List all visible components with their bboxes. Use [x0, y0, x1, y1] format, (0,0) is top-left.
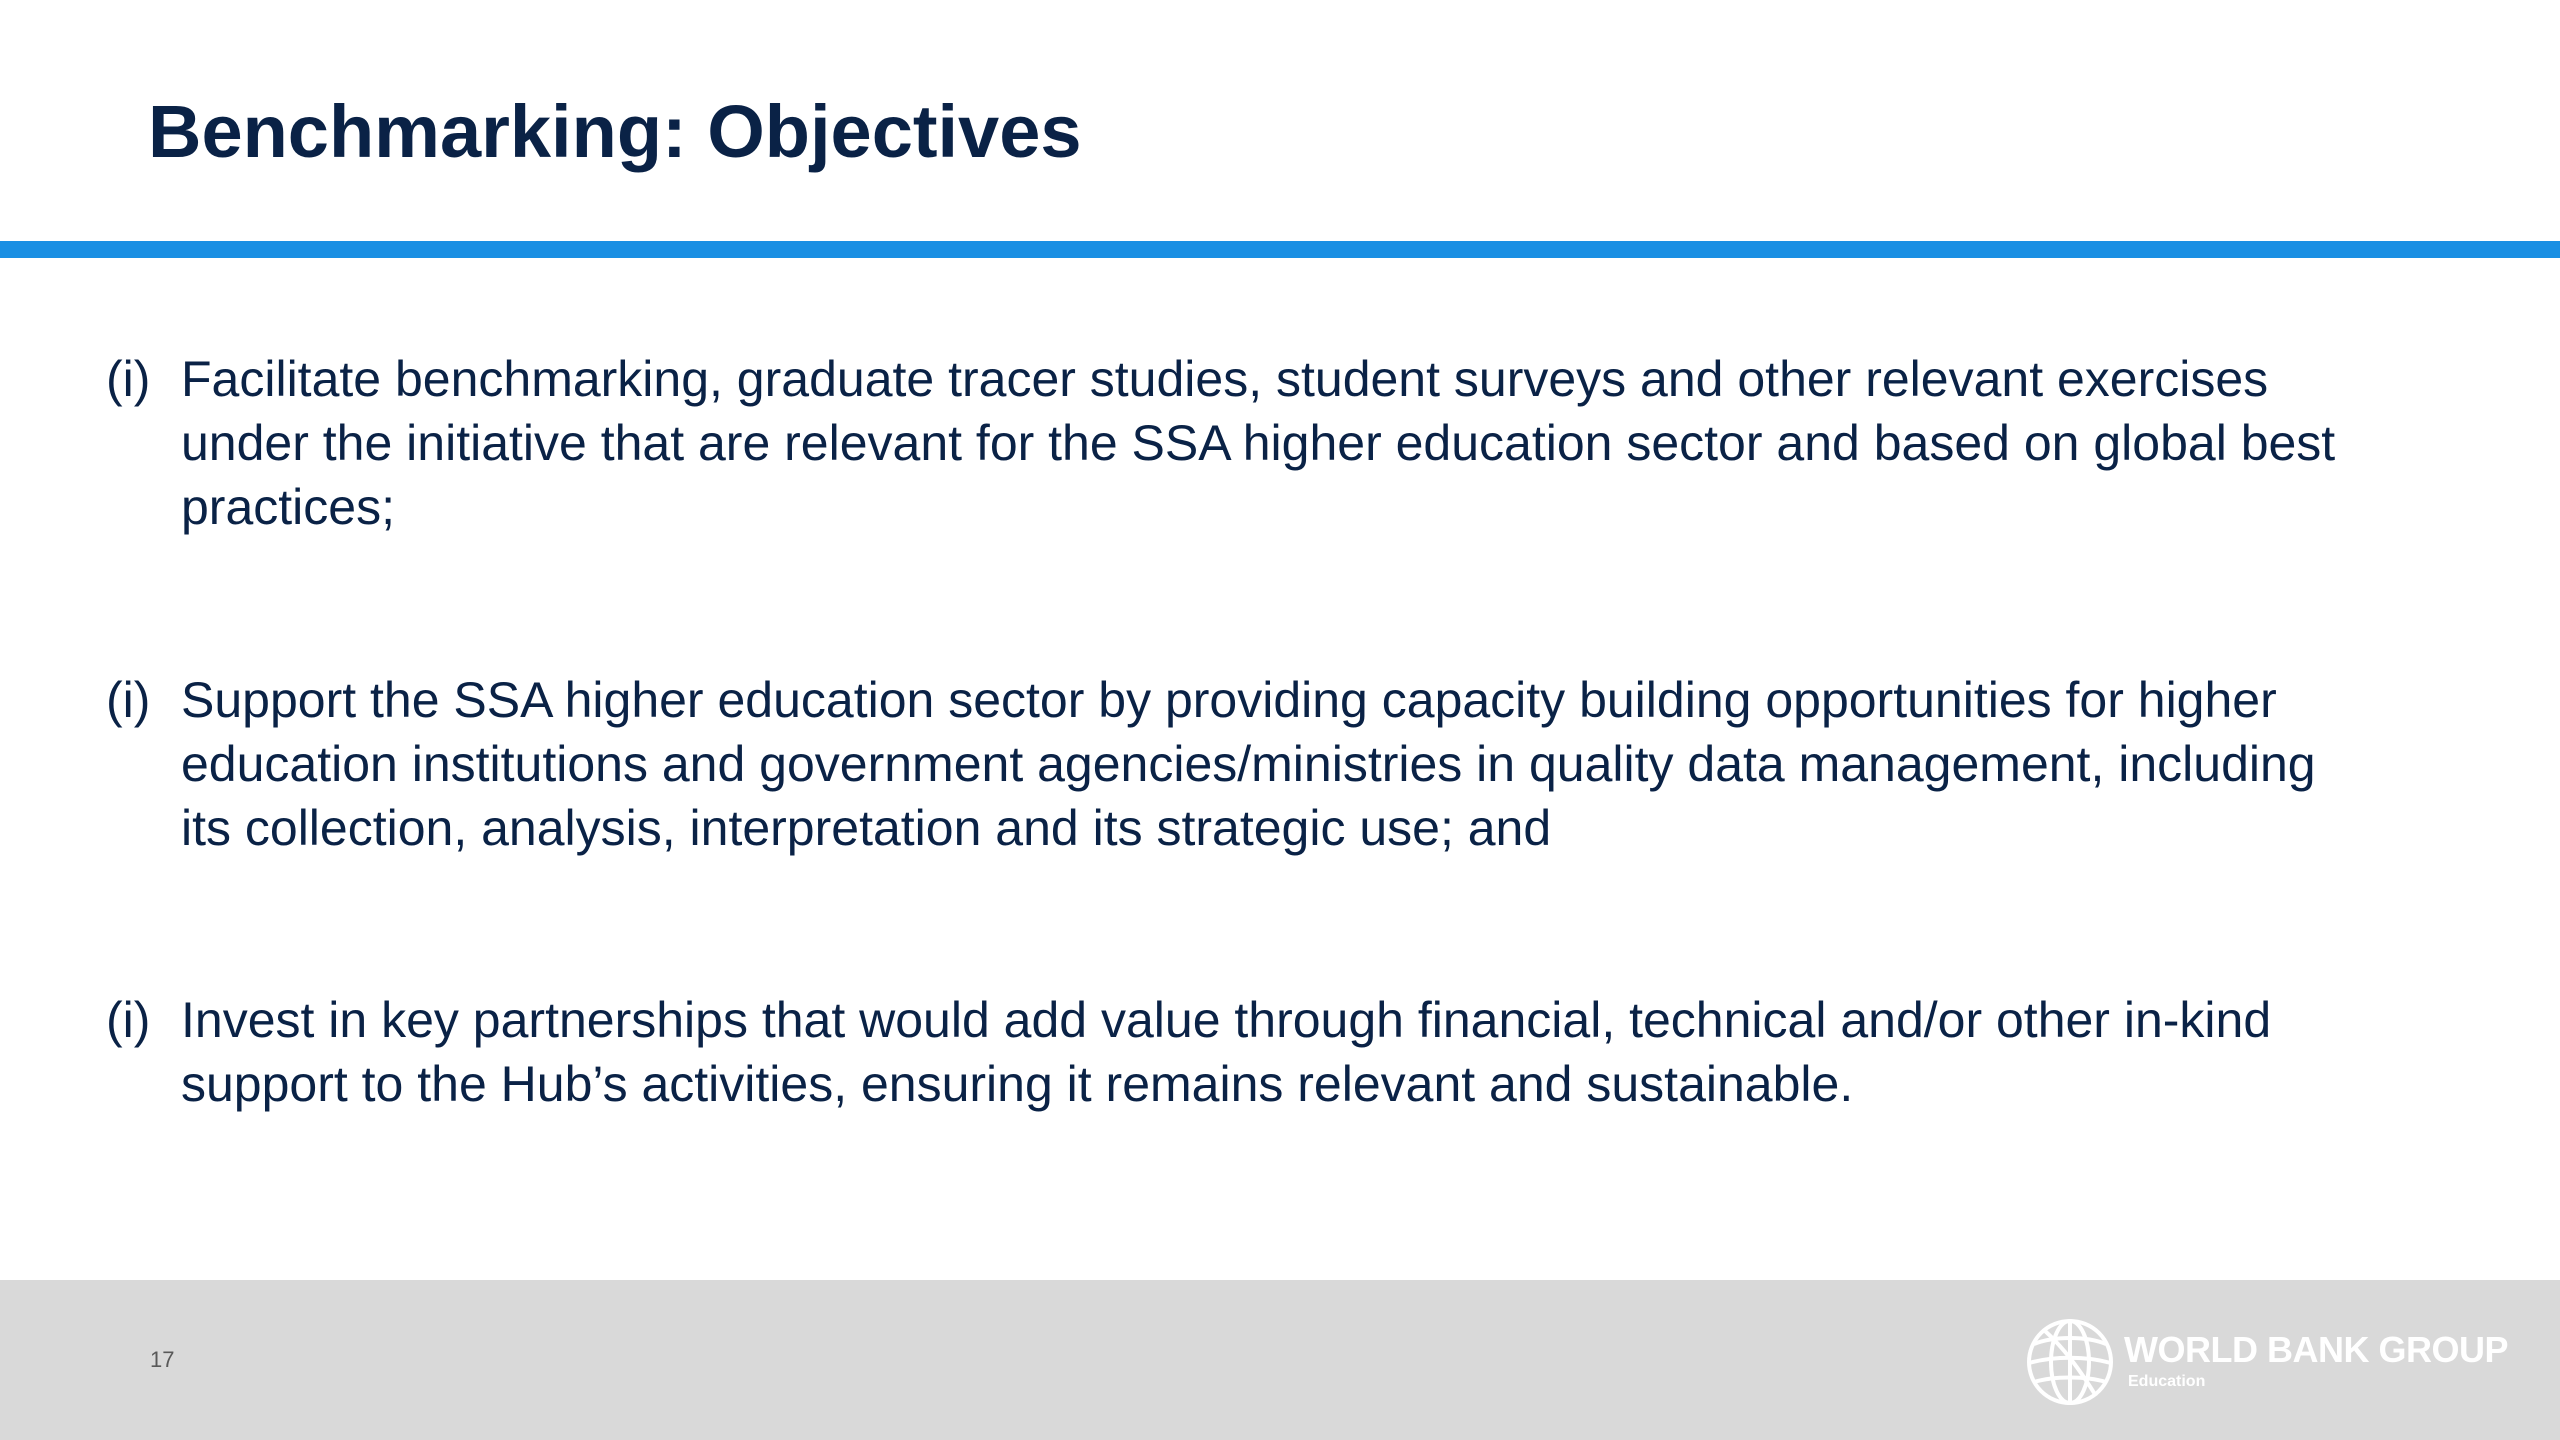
objective-item [106, 668, 2366, 860]
logo-wordmark: WORLD BANK GROUP [2124, 1329, 2508, 1370]
objective-marker: (i) [106, 672, 151, 728]
objective-marker: (i) [106, 351, 151, 407]
objective-marker: (i) [106, 992, 151, 1048]
slide-title: Benchmarking: Objectives [148, 90, 1082, 173]
slide-footer [0, 1280, 2560, 1440]
world-bank-group-logo [2024, 1316, 2508, 1410]
title-divider [0, 241, 2560, 258]
objective-text: Facilitate benchmarking, graduate tracer studies, student surveys and other relevant exercises under the initiative that are relevant for the SSA higher education sector and based on global best practices; [181, 351, 2336, 535]
objective-text: Invest in key partnerships that would add value through financial, technical and/or other in-kind support to the Hub’s activities, ensuring it remains relevant and sustainable. [181, 992, 2272, 1112]
page-number: 17 [150, 1347, 175, 1372]
globe-icon [2024, 1316, 2116, 1408]
objective-text: Support the SSA higher education sector by providing capacity building opportunities for higher education institutions and government agencies/ministries in quality data management, including its collection, analysis, interpretation and its strategic use; and [181, 672, 2316, 856]
objective-item [106, 988, 2366, 1116]
logo-subtitle: Education [2128, 1373, 2206, 1390]
objective-item [106, 347, 2366, 539]
